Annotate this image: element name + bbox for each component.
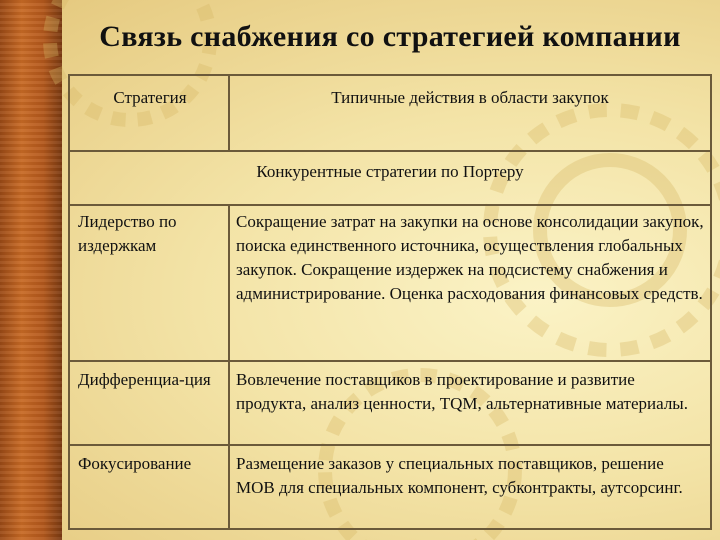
table-row [69, 445, 711, 529]
subheader-porter: Конкурентные стратегии по Портеру [69, 151, 711, 205]
strategy-table [68, 74, 712, 530]
table-row [69, 205, 711, 361]
decorative-side-strip [0, 0, 62, 540]
slide-title: Связь снабжения со стратегией компании [99, 20, 681, 53]
table-row [69, 361, 711, 445]
row-actions: Вовлечение поставщиков в проектирование и развитие продукта, анализ ценности, TQM, альтернативные материалы. [229, 361, 711, 445]
header-actions: Типичные действия в области закупок [229, 75, 711, 151]
row-actions: Сокращение затрат на закупки на основе консолидации закупок, поиска единственного источника, осуществления глобальных закупок. Сокращение издержек на подсистему снабжения и администрирование. Оценка расходования финансовых средств. [229, 205, 711, 361]
row-strategy: Фокусирование [69, 445, 229, 529]
row-strategy: Дифференциа-ция [69, 361, 229, 445]
table-subheader-row [69, 151, 711, 205]
row-strategy: Лидерство по издержкам [69, 205, 229, 361]
header-strategy: Стратегия [69, 75, 229, 151]
row-actions: Размещение заказов у специальных поставщиков, решение МОВ для специальных компонент, субконтракты, аутсорсинг. [229, 445, 711, 529]
table-header-row [69, 75, 711, 151]
